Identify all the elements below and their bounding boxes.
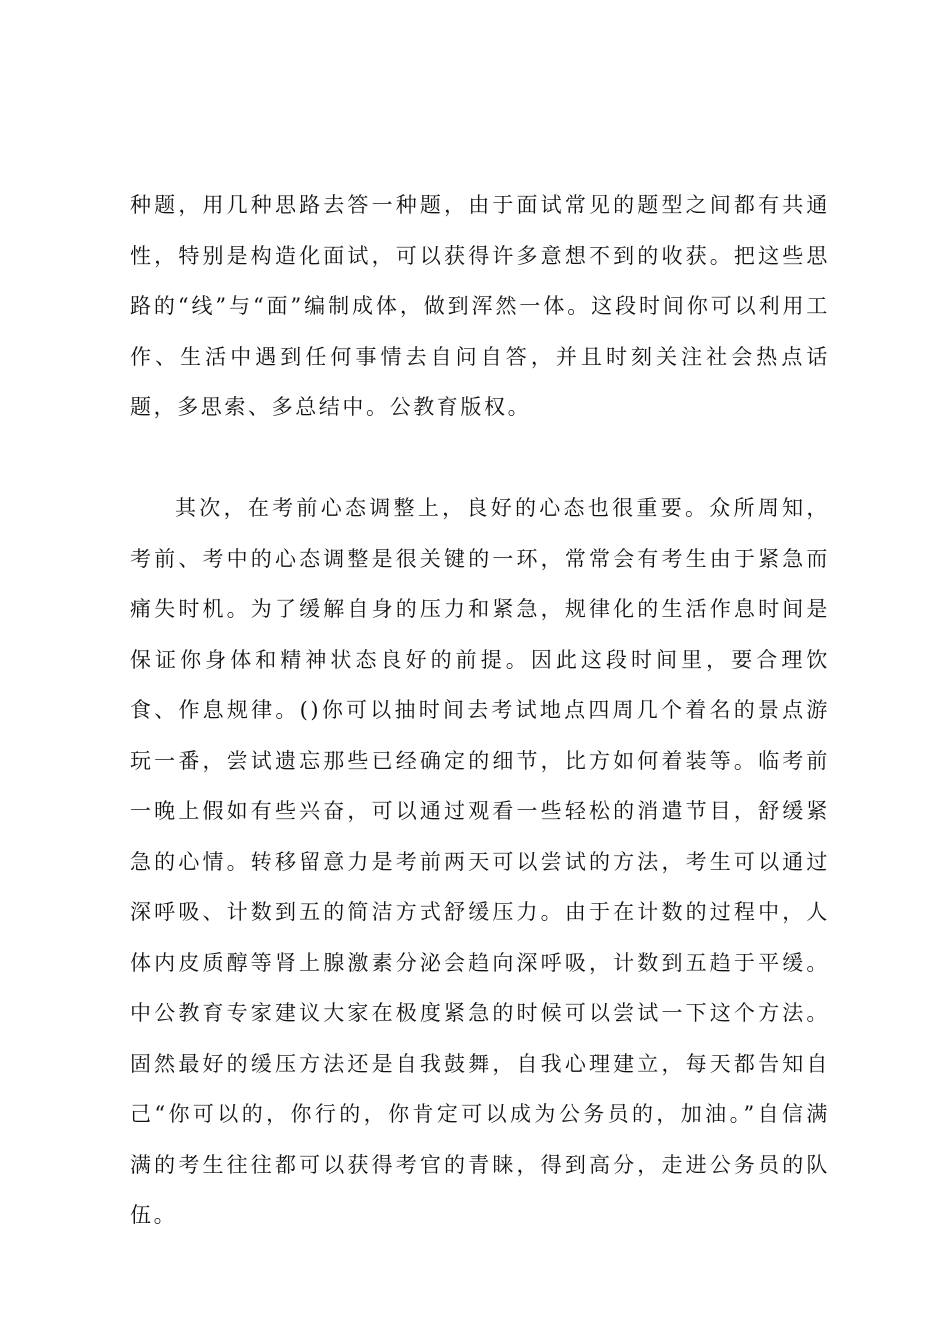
body-paragraph-1: 种题，用几种思路去答一种题，由于面试常见的题型之间都有共通性，特别是构造化面试，可以获得许多意想不到的收获。把这些思路的“线”与“面”编制成体，做到浑然一体。这段时间你可以利用工作、生活中遇到任何事情去自问自答，并且时刻关注社会热点话题，多思索、多总结中。公教育版权。: [130, 193, 830, 419]
body-paragraph-2: 其次，在考前心态调整上，良好的心态也很重要。众所周知，考前、考中的心态调整是很关键的一环，常常会有考生由于紧急而痛失时机。为了缓解自身的压力和紧急，规律化的生活作息时间是保证你身体和精神状态良好的前提。因此这段时间里，要合理饮食、作息规律。()你可以抽时间去考试地点四周几个着名的景点游玩一番，尝试遗忘那些已经确定的细节，比方如何着装等。临考前一晚上假如有些兴奋，可以通过观看一些轻松的消遣节目，舒缓紧急的心情。转移留意力是考前两天可以尝试的方法，考生可以通过深呼吸、计数到五的简洁方式舒缓压力。由于在计数的过程中，人体内皮质醇等肾上腺激素分泌会趋向深呼吸，计数到五趋于平缓。中公教育专家建议大家在极度紧急的时候可以尝试一下这个方法。固然最好的缓压方法还是自我鼓舞，自我心理建立，每天都告知自己“你可以的，你行的，你肯定可以成为公务员的，加油。”自信满满的考生往往都可以获得考官的青睐，得到高分，走进公务员的队伍。: [130, 496, 830, 1227]
